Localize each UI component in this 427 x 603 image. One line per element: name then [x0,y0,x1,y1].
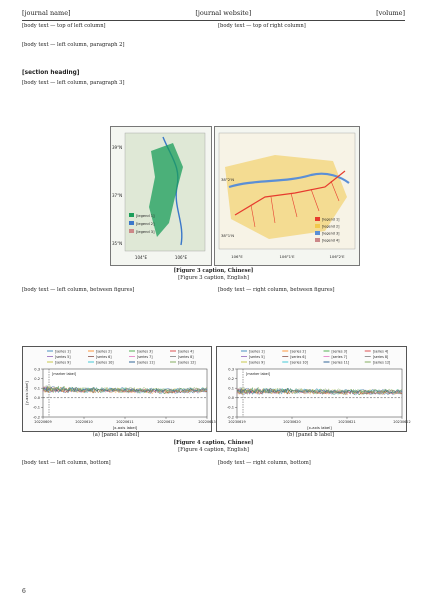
legend-label: [series 4] [372,349,389,354]
y-tick-label: 0.1 [228,386,234,391]
legend-swatch [129,213,134,217]
middle-right-paragraph: [body text — right column, between figures] [218,287,335,293]
legend-label: [series 2] [290,349,306,354]
legend-label: [series 10] [96,360,114,365]
legend-swatch [315,224,320,228]
bottom-left-paragraphs: [body text — left column, bottom] [22,460,111,466]
y-tick-label: -0.1 [226,405,234,410]
figure4-sub-a: (a) [panel a label] [92,432,140,438]
legend-label: [series 3] [137,349,153,354]
lon-label: 104°E [134,255,148,260]
y-axis-label: [y-axis label] [25,381,29,405]
legend-label: [series 11] [331,360,350,365]
legend-label: [series 9] [55,360,71,365]
legend-swatch [129,221,134,225]
legend-label: [series 12] [372,360,391,365]
legend-label: [series 2] [96,349,112,354]
chart-a-svg [23,347,216,431]
lon-label: 106°E [231,254,243,259]
page-number: 6 [22,588,26,595]
x-tick-label: 20230620 [283,420,301,424]
figure3-left-map [110,126,212,266]
x-tick-label: 20230619 [228,420,246,424]
legend-swatch [315,238,320,242]
x-tick-label: 20220611 [116,420,134,424]
running-header [22,6,405,21]
mode-switch-label: [marker label] [246,372,271,376]
figure3-caption-en: [Figure 3 caption, English] [178,275,249,281]
y-tick-label: 0.1 [34,386,40,391]
lat-label: 38°1'N [221,233,235,238]
volume-label: [volume] [376,9,405,17]
figure4-sub-b: (b) [panel b label] [287,432,334,438]
y-tick-label: -0.2 [32,415,40,420]
lon-label: 106°E [174,255,188,260]
journal-site: [journal website] [195,9,252,17]
right-paragraph-1: [body text — top of right column] [218,23,306,29]
left-paragraph-1: [body text — top of left column] [22,23,106,29]
x-tick-label: 20230622 [393,420,411,424]
legend-label: [legend 2] [136,222,155,226]
x-axis-label: [x-axis label] [307,425,332,430]
legend-label: [series 12] [178,360,196,365]
mode-switch-label: [marker label] [52,372,77,376]
legend-label: [series 3] [331,349,347,354]
legend-label: [series 11] [137,360,155,365]
legend-label: [series 6] [290,354,306,359]
y-tick-label: -0.1 [32,405,40,410]
x-tick-label: 20220613 [198,420,216,424]
y-tick-label: 0.3 [34,367,40,372]
legend-label: [series 5] [55,354,71,359]
y-tick-label: 0.0 [228,396,234,401]
legend-swatch [315,217,320,221]
section-heading: [section heading] [22,70,80,76]
left-map-svg [111,127,211,265]
legend-label: [legend 2] [322,224,340,229]
lat-label: 35°N [112,241,123,246]
right-map-svg [215,127,359,265]
legend-label: [legend 3] [322,231,340,236]
bottom-right-paragraphs: [body text — right column, bottom] [218,460,311,466]
figure4-chart-a [22,346,216,432]
lon-label: 106°1'E [279,254,295,259]
left-paragraph-3: [body text — left column, paragraph 3] [22,80,125,86]
y-tick-label: 0.0 [34,396,40,401]
x-tick-label: 20220610 [75,420,93,424]
legend-label: [series 1] [55,349,71,354]
legend-swatch [129,229,134,233]
figure3-caption-cn: [Figure 3 caption, Chinese] [173,268,254,274]
legend-label: [series 7] [331,354,347,359]
legend-label: [legend 1] [136,214,155,218]
y-tick-label: 0.3 [228,367,234,372]
legend-label: [legend 3] [136,230,155,234]
legend-label: [series 1] [249,349,265,354]
legend-label: [legend 4] [322,238,340,243]
plot-area [43,369,207,417]
x-tick-label: 20230621 [338,420,356,424]
chart-b-svg [217,347,411,431]
legend-label: [series 9] [249,360,265,365]
y-tick-label: 0.2 [228,376,234,381]
journal-name: [journal name] [22,9,71,17]
legend-swatch [315,231,320,235]
lon-label: 106°2'E [329,254,345,259]
lat-label: 39°N [112,145,123,150]
x-tick-label: 20220612 [157,420,175,424]
figure4-caption-en: [Figure 4 caption, English] [178,447,249,453]
y-tick-label: -0.2 [226,415,234,420]
lat-label: 38°2'N [221,177,235,182]
y-tick-label: 0.2 [34,376,40,381]
legend-label: [series 8] [178,354,194,359]
legend-label: [series 7] [137,354,153,359]
x-axis-label: [x-axis label] [112,425,138,430]
figure4-caption-cn: [Figure 4 caption, Chinese] [173,440,254,446]
legend-label: [legend 1] [322,217,340,222]
lat-label: 37°N [112,193,123,198]
legend-label: [series 10] [290,360,308,365]
legend-label: [series 6] [96,354,112,359]
legend-label: [series 4] [178,349,194,354]
middle-left-paragraph: [body text — left column, between figures] [22,287,135,293]
left-paragraph-2: [body text — left column, paragraph 2] [22,42,125,48]
figure4-chart-b [216,346,411,432]
legend-label: [series 5] [249,354,265,359]
legend-label: [series 8] [372,354,389,359]
x-tick-label: 20220609 [34,420,52,424]
figure3-right-map [214,126,360,266]
